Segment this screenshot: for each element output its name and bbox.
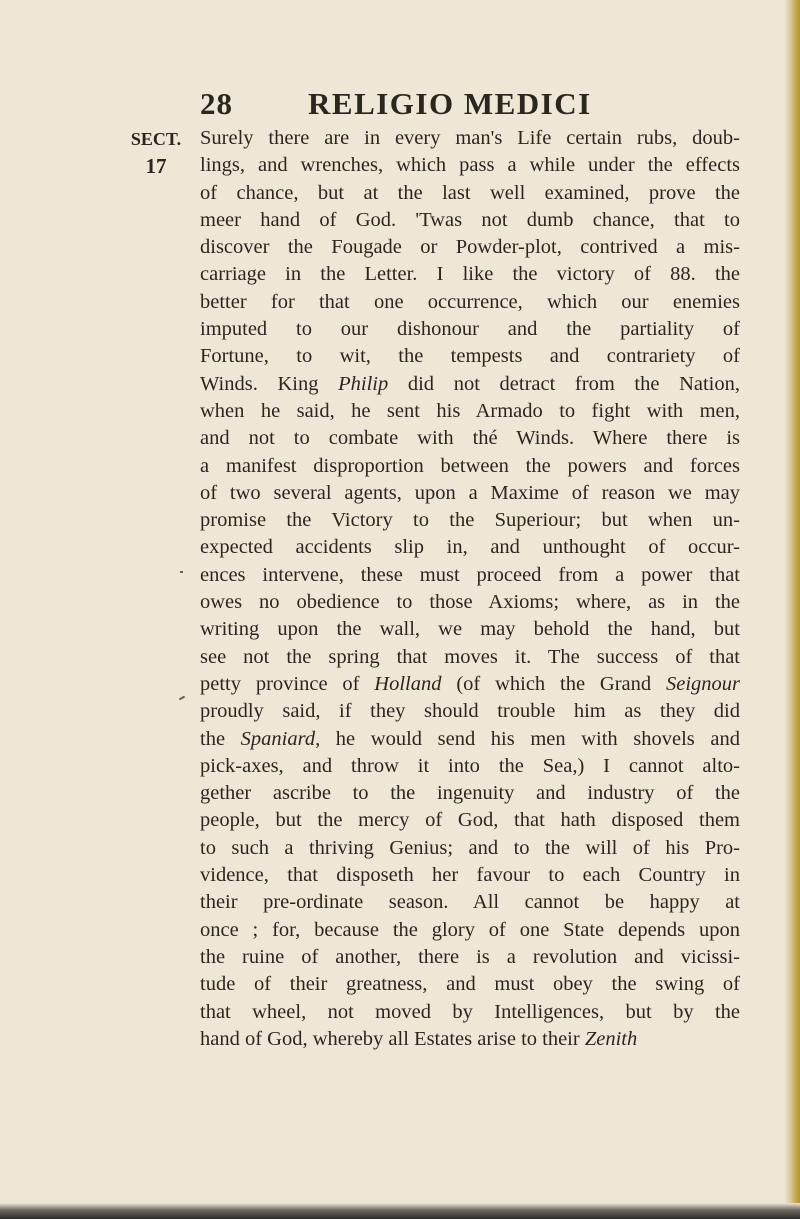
text-line xyxy=(200,889,740,916)
text-segment: vidence, that disposeth her favour to each Country in xyxy=(200,864,740,887)
text-segment: hand of God, whereby all Estates arise to their xyxy=(200,1027,585,1050)
margin-speck xyxy=(179,696,185,701)
text-segment: proudly said, if they should trouble him as they did xyxy=(200,700,740,723)
text-segment: Winds. King xyxy=(200,372,339,395)
text-line xyxy=(200,562,740,589)
text-line xyxy=(200,453,740,480)
text-segment: writing upon the wall, we may behold the hand, but xyxy=(200,618,740,641)
page-number: 28 xyxy=(200,86,233,121)
text-line xyxy=(200,398,740,425)
text-segment: owes no obedience to those Axioms; where, as in the xyxy=(200,591,740,614)
text-segment: of chance, but at the last well examined, prove the xyxy=(200,181,740,204)
text-segment: (of which the Grand xyxy=(441,672,666,695)
italic-segment: Spaniard, xyxy=(240,727,321,750)
text-line xyxy=(200,152,740,179)
text-line xyxy=(200,999,740,1026)
text-line xyxy=(200,316,740,343)
text-line xyxy=(200,534,740,561)
text-segment: people, but the mercy of God, that hath disposed them xyxy=(200,809,740,832)
italic-segment: Holland xyxy=(374,672,442,695)
text-line xyxy=(200,125,740,152)
text-line xyxy=(200,234,740,261)
italic-segment: Zenith xyxy=(584,1027,638,1050)
text-line xyxy=(200,261,740,288)
text-segment: see not the spring that moves it. The success of that xyxy=(200,645,740,668)
text-segment: the xyxy=(200,727,241,750)
text-segment: he would send his men with shovels and xyxy=(320,727,740,750)
text-line xyxy=(200,698,740,725)
section-number: 17 xyxy=(145,154,167,178)
text-segment: and not to combate with thé Winds. Where there is xyxy=(200,427,740,450)
text-segment: tude of their greatness, and must obey the swing of xyxy=(200,973,740,996)
text-line xyxy=(200,371,740,398)
text-segment: pick-axes, and throw it into the Sea,) I cannot alto- xyxy=(200,754,740,777)
text-line xyxy=(200,835,740,862)
text-line xyxy=(200,944,740,971)
text-segment: lings, and wrenches, which pass a while under the effects xyxy=(200,154,740,177)
text-line xyxy=(200,671,740,698)
text-segment: their pre-ordinate season. All cannot be happy at xyxy=(200,891,740,914)
text-segment: once ; for, because the glory of one State depends upon xyxy=(200,918,740,941)
text-line xyxy=(200,780,740,807)
text-line xyxy=(200,207,740,234)
text-segment: ences intervene, these must proceed from a power that xyxy=(200,563,740,586)
section-label: SECT. xyxy=(130,129,182,149)
text-segment: Surely there are in every man's Life certain rubs, doub- xyxy=(200,127,740,149)
text-line xyxy=(200,480,740,507)
text-segment: to such a thriving Genius; and to the will of his Pro- xyxy=(200,836,740,859)
text-line xyxy=(200,507,740,534)
text-segment: Fortune, to wit, the tempests and contrariety of xyxy=(200,345,740,368)
text-line xyxy=(200,807,740,834)
text-segment: expected accidents slip in, and unthought of occur- xyxy=(200,536,740,559)
text-line xyxy=(200,1026,740,1053)
text-line xyxy=(200,862,740,889)
text-segment: did not detract from the Nation, xyxy=(388,372,740,395)
italic-segment: Philip xyxy=(338,372,389,395)
text-segment: a manifest disproportion between the powers and forces xyxy=(200,454,740,477)
text-segment: gether ascribe to the ingenuity and industry of the xyxy=(200,782,740,805)
text-segment: when he said, he sent his Armado to fight with men, xyxy=(200,399,740,422)
italic-segment: Seignour xyxy=(665,672,740,695)
page-edge xyxy=(784,0,800,1219)
text-segment: the ruine of another, there is a revolution and vicissi- xyxy=(200,945,740,968)
text-segment: of two several agents, upon a Maxime of reason we may xyxy=(200,481,740,504)
text-segment: imputed to our dishonour and the partiality of xyxy=(200,318,740,341)
text-line xyxy=(200,289,740,316)
text-line xyxy=(200,917,740,944)
text-segment: discover the Fougade or Powder-plot, contrived a mis- xyxy=(200,236,740,259)
text-line xyxy=(200,726,740,753)
text-segment: that wheel, not moved by Intelligences, but by the xyxy=(200,1000,740,1023)
body-text xyxy=(200,125,740,1053)
text-segment: meer hand of God. 'Twas not dumb chance, that to xyxy=(200,208,740,231)
section-marker xyxy=(124,126,188,180)
text-line xyxy=(200,616,740,643)
text-line xyxy=(200,343,740,370)
text-segment: carriage in the Letter. I like the victory of 88. the xyxy=(200,263,740,286)
text-line xyxy=(200,589,740,616)
margin-speck xyxy=(180,571,183,573)
text-line xyxy=(200,753,740,780)
text-segment: promise the Victory to the Superiour; but when un- xyxy=(200,509,740,532)
page-bottom-edge xyxy=(0,1203,800,1219)
text-line xyxy=(200,180,740,207)
text-segment: petty province of xyxy=(200,672,375,695)
text-line xyxy=(200,971,740,998)
running-title: RELIGIO MEDICI xyxy=(308,86,592,121)
text-line xyxy=(200,644,740,671)
text-segment: better for that one occurrence, which our enemies xyxy=(200,290,740,313)
text-line xyxy=(200,425,740,452)
